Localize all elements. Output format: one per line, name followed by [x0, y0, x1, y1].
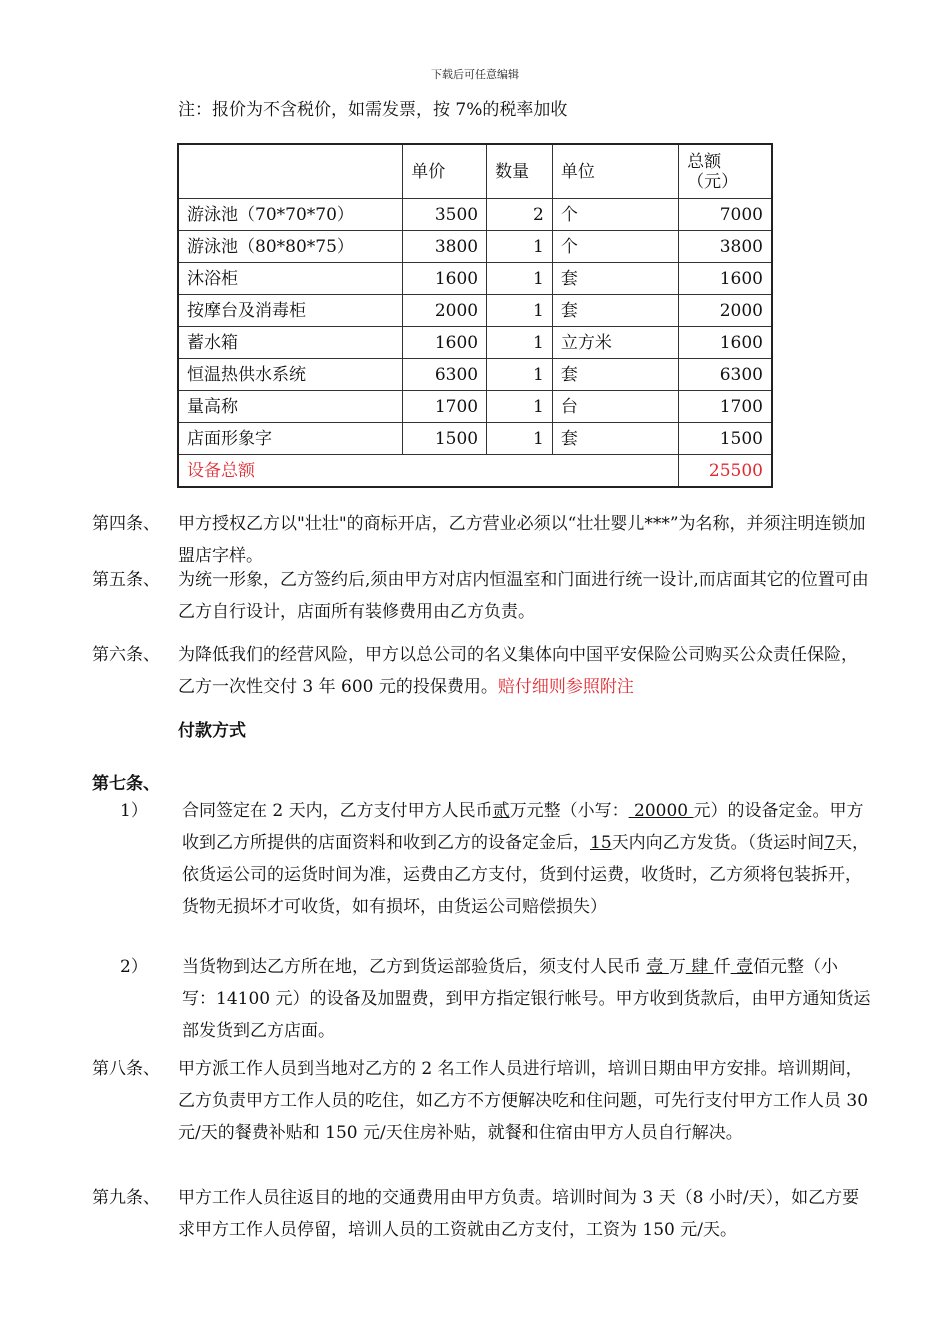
table-row	[178, 231, 772, 263]
clause-text: 甲方派工作人员到当地对乙方的 2 名工作人员进行培训，培训日期由甲方安排。培训期间，乙方负责甲方工作人员的吃住，如乙方不方便解决吃和住问题，可先行支付甲方工作人员 30 元/天的餐费补贴和 150 元/天住房补贴，就餐和住宿由甲方人员自行解决。	[178, 1059, 869, 1143]
text-segment: 万元整（小写：	[509, 801, 629, 821]
item-name: 恒温热供水系统	[178, 359, 403, 391]
quote-table	[177, 143, 773, 488]
clause-6-red-note: 赔付细则参照附注	[497, 677, 634, 697]
table-header-row	[178, 144, 772, 199]
item-qty: 1	[487, 231, 553, 263]
clause-9	[92, 1182, 872, 1246]
header-total	[679, 144, 772, 199]
clause-text: 为统一形象，乙方签约后,须由甲方对店内恒温室和门面进行统一设计,而店面其它的位置可由乙方自行设计，店面所有装修费用由乙方负责。	[178, 570, 869, 622]
header-unit: 单位	[552, 144, 678, 199]
text-segment: 万	[668, 957, 686, 977]
item-label: 1）	[120, 801, 148, 821]
item-label: 2）	[120, 957, 148, 977]
header-item	[178, 144, 403, 199]
underlined-digit: 肆	[685, 957, 714, 977]
header-note: 下载后可任意编辑	[431, 68, 519, 81]
table-total-row	[178, 455, 772, 488]
text-segment: 天，依货运公司的运货时间为准，运费由乙方支付，货到付运费，收货时，乙方须将包装拆开，货物无损坏才可收货，如有损坏，由货运公司赔偿损失）	[182, 833, 869, 917]
payment-section-title: 付款方式	[178, 721, 246, 741]
item-unit: 套	[552, 423, 678, 455]
item-unit: 套	[552, 295, 678, 327]
item-unit: 立方米	[552, 327, 678, 359]
item-unit: 套	[552, 263, 678, 295]
clause-6	[92, 639, 872, 703]
item-price: 2000	[403, 295, 487, 327]
item-name: 游泳池（80*80*75）	[178, 231, 403, 263]
table-row	[178, 359, 772, 391]
item-qty: 1	[487, 263, 553, 295]
item-unit: 个	[552, 199, 678, 231]
total-label: 设备总额	[178, 455, 679, 488]
table-row	[178, 295, 772, 327]
item-price: 3500	[403, 199, 487, 231]
header-qty: 数量	[487, 144, 553, 199]
underlined-amount-chinese: 贰	[492, 801, 510, 821]
item-price: 1700	[403, 391, 487, 423]
clause-text: 甲方工作人员往返目的地的交通费用由甲方负责。培训时间为 3 天（8 小时/天），如乙方要求甲方工作人员停留，培训人员的工资就由乙方支付，工资为 150 元/天。	[178, 1188, 860, 1240]
text-segment: 佰元整（小写：14100 元）的设备及加盟费，到甲方指定银行帐号。甲方收到货款后，由甲方通知货运部发货到乙方店面。	[182, 957, 871, 1041]
item-unit: 个	[552, 231, 678, 263]
text-segment: 合同签定在 2 天内，乙方支付甲方人民币	[182, 801, 493, 821]
item-name: 游泳池（70*70*70）	[178, 199, 403, 231]
item-name: 按摩台及消毒柜	[178, 295, 403, 327]
clause-5	[92, 564, 872, 628]
item-total: 1500	[679, 423, 772, 455]
item-price: 3800	[403, 231, 487, 263]
text-segment: 天内向乙方发货。（货运时间	[611, 833, 825, 853]
table-row	[178, 391, 772, 423]
item-qty: 2	[487, 199, 553, 231]
item-name: 店面形象字	[178, 423, 403, 455]
item-text	[182, 795, 872, 923]
item-price: 6300	[403, 359, 487, 391]
item-qty: 1	[487, 327, 553, 359]
item-qty: 1	[487, 391, 553, 423]
item-price: 1600	[403, 263, 487, 295]
clause-7-label: 第七条、	[92, 774, 160, 794]
header-price: 单价	[403, 144, 487, 199]
item-price: 1500	[403, 423, 487, 455]
table-row	[178, 199, 772, 231]
item-total: 6300	[679, 359, 772, 391]
underlined-amount-number: 20000	[628, 801, 694, 821]
item-qty: 1	[487, 295, 553, 327]
clause-6-text: 为降低我们的经营风险，甲方以总公司的名义集体向中国平安保险公司购买公众责任保险，乙方一次性交付 3 年 600 元的投保费用。	[178, 645, 858, 697]
item-total: 2000	[679, 295, 772, 327]
underlined-digit: 壹	[730, 957, 754, 977]
underlined-digit: 壹	[646, 957, 669, 977]
total-value: 25500	[679, 455, 772, 488]
clause-label: 第四条、	[92, 514, 160, 534]
text-segment: 元）的设备定金。甲方收到乙方所提供的店面资料和收到乙方的设备定金后，	[182, 801, 864, 853]
clause-7-item-2	[120, 951, 872, 1047]
item-name: 量高称	[178, 391, 403, 423]
item-text	[182, 951, 872, 1047]
clause-label: 第六条、	[92, 645, 160, 665]
clause-text	[178, 639, 872, 703]
item-unit: 套	[552, 359, 678, 391]
clause-label: 第五条、	[92, 570, 160, 590]
item-name: 沐浴柜	[178, 263, 403, 295]
clause-label: 第八条、	[92, 1059, 160, 1079]
clause-4	[92, 508, 872, 572]
item-total: 7000	[679, 199, 772, 231]
item-total: 1600	[679, 327, 772, 359]
table-row	[178, 327, 772, 359]
text-segment: 仟	[713, 957, 731, 977]
item-total: 3800	[679, 231, 772, 263]
item-total: 1600	[679, 263, 772, 295]
item-unit: 台	[552, 391, 678, 423]
clause-7-item-1	[120, 795, 872, 923]
clause-label: 第九条、	[92, 1188, 160, 1208]
item-total: 1700	[679, 391, 772, 423]
underlined-days: 15	[590, 833, 612, 853]
table-row	[178, 263, 772, 295]
tax-note: 注：报价为不含税价，如需发票，按 7%的税率加收	[178, 100, 568, 120]
item-price: 1600	[403, 327, 487, 359]
item-qty: 1	[487, 359, 553, 391]
item-name: 蓄水箱	[178, 327, 403, 359]
item-qty: 1	[487, 423, 553, 455]
clause-8	[92, 1053, 872, 1149]
clause-text: 甲方授权乙方以"壮壮"的商标开店，乙方营业必须以“壮壮婴儿***”为名称，并须注明连锁加盟店字样。	[178, 514, 866, 566]
underlined-shipping-days: 7	[824, 833, 835, 853]
table-row	[178, 423, 772, 455]
header-total-label: 总额（元）	[687, 151, 739, 192]
text-segment: 当货物到达乙方所在地，乙方到货运部验货后，须支付人民币	[182, 957, 647, 977]
